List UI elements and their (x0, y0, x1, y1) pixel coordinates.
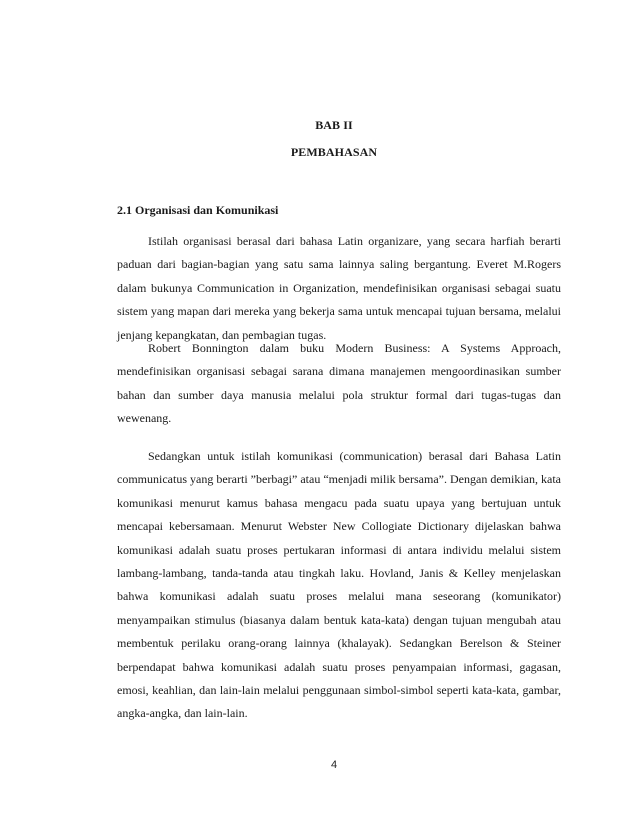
section-heading: 2.1 Organisasi dan Komunikasi (117, 203, 279, 217)
chapter-number: BAB II (315, 118, 353, 132)
paragraph-komunikasi-definition: Sedangkan untuk istilah komunikasi (communication) berasal dari Bahasa Latin communicatus yang berarti ”berbagi” atau “menjadi milik bersama”. Dengan demikian, kata komunikasi menurut kamus bahasa mengacu pada suatu upaya yang bertujuan untuk mencapai kebersamaan. Menurut Webster New Collogiate Dictionary dijelaskan bahwa komunikasi adalah suatu proses pertukaran informasi di antara individu melalui sistem lambang-lambang, tanda-tanda atau tingkah laku. Hovland, Janis & Kelley menjelaskan bahwa komunikasi adalah suatu proses melalui mana seseorang (komunikator) menyampaikan stimulus (biasanya dalam bentuk kata-kata) dengan tujuan mengubah atau membentuk perilaku orang-orang lainnya (khalayak). Sedangkan Berelson & Steiner berpendapat bahwa komunikasi adalah suatu proses penyampaian informasi, gagasan, emosi, keahlian, dan lain-lain melalui penggunaan simbol-simbol seperti kata-kata, gambar, angka-angka, dan lain-lain. (117, 449, 561, 721)
paragraph-bonnington-definition: Robert Bonnington dalam buku Modern Business: A Systems Approach, mendefinisikan organisasi sebagai sarana dimana manajemen mengoordinasikan sumber bahan dan sumber daya manusia melalui pola struktur formal dari tugas-tugas dan wewenang. (117, 341, 561, 426)
page-number: 4 (330, 759, 338, 771)
paragraph-organisasi-definition: Istilah organisasi berasal dari bahasa Latin organizare, yang secara harfiah berarti paduan dari bagian-bagian yang satu sama lainnya saling bergantung. Everet M.Rogers dalam bukunya Communication in Organization, mendefinisikan organisasi sebagai suatu sistem yang mapan dari mereka yang bekerja sama untuk mencapai tujuan bersama, melalui jenjang kepangkatan, dan pembagian tugas. (117, 234, 561, 342)
chapter-title: PEMBAHASAN (290, 145, 378, 159)
